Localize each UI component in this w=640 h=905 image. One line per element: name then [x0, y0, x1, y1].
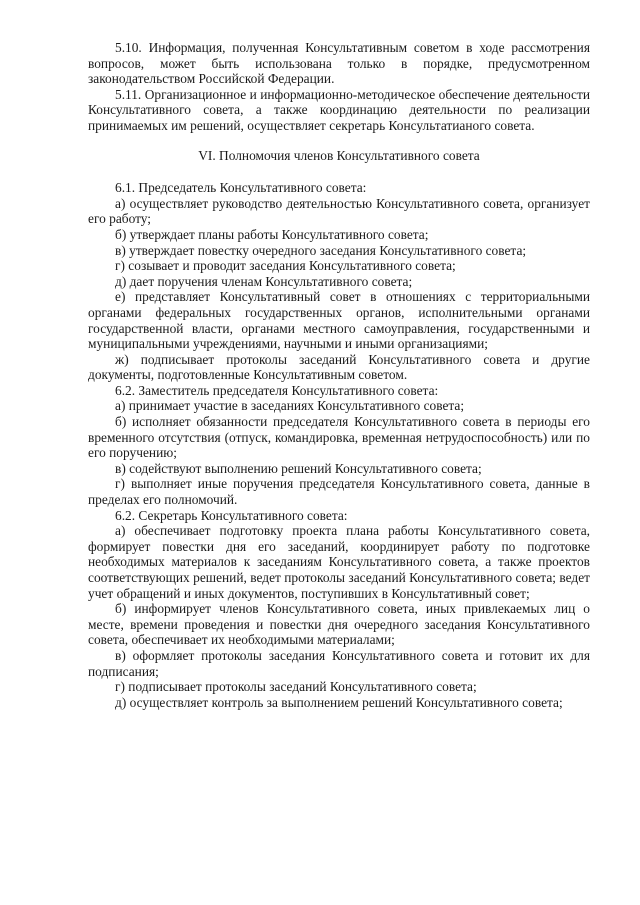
paragraph-6-2-deputy: 6.2. Заместитель председателя Консультативного совета: — [115, 382, 439, 398]
paragraph-6-2-secretary: 6.2. Секретарь Консультативного совета: — [115, 507, 348, 523]
list-item-6-2-a: а) принимает участие в заседаниях Консультативного совета; — [115, 398, 465, 414]
list-item-6-1-g: г) созывает и проводит заседания Консультативного совета; — [115, 258, 456, 274]
list-item-6-2-b: б) исполняет обязанности председателя Консультативного совета в периоды его временного отсутствия (отпуск, командировка, временная нетрудоспособность) или по его поручению; — [88, 414, 590, 461]
list-item-6-1-d: д) дает поручения членам Консультативного совета; — [115, 273, 413, 289]
list-item-6-1-zh: ж) подписывает протоколы заседаний Консультативного совета и другие документы, подготовленные Консультативным советом. — [88, 351, 590, 383]
list-item-6-2-g: г) выполняет иные поручения председателя Консультативного совета, данные в пределах его полномочий. — [88, 476, 590, 508]
list-item-secretary-v: в) оформляет протоколы заседания Консультативного совета и готовит их для подписания; — [88, 647, 590, 679]
list-item-6-1-b: б) утверждает планы работы Консультативного совета; — [115, 226, 429, 242]
list-item-secretary-a: а) обеспечивает подготовку проекта плана работы Консультативного совета, формирует повестки дня его заседаний, координирует работу по подготовке необходимых материалов к заседаниям Консультативного совета, а также проектов соответствующих решений, ведет протоколы заседаний Консультативного совета; ведет учет обращений и иных документов, поступивших в Консультативный совет; — [88, 523, 590, 601]
section-title: VI. Полномочия членов Консультативного совета — [198, 147, 480, 163]
paragraph-5-11: 5.11. Организационное и информационно-методическое обеспечение деятельности Консультативного совета, а также координацию деятельности по реализации принимаемых им решений, осуществляет секретарь Консультатианого совета. — [88, 86, 590, 133]
paragraph-5-10: 5.10. Информация, полученная Консультативным советом в ходе рассмотрения вопросов, может быть использована только в порядке, предусмотренном законодательством Российской Федерации. — [88, 40, 590, 87]
list-item-6-1-e: е) представляет Консультативный совет в отношениях с территориальными органами федеральных государственных органов, исполнительными органами государственной власти, органами местного самоуправления, государственными и муниципальными учреждениями, научными и иными организациями; — [88, 289, 590, 352]
list-item-secretary-b: б) информирует членов Консультативного совета, иных привлекаемых лиц о месте, времени проведения и повестки дня очередного заседания Консультативного совета, обеспечивает их необходимыми материалами; — [88, 601, 590, 648]
list-item-6-1-a: а) осуществляет руководство деятельностью Консультативного совета, организует его работу; — [88, 195, 590, 227]
list-item-6-2-v: в) содействуют выполнению решений Консультативного совета; — [115, 460, 482, 476]
paragraph-6-1: 6.1. Председатель Консультативного совета: — [115, 180, 367, 196]
list-item-secretary-d: д) осуществляет контроль за выполнением решений Консультативного совета; — [115, 694, 563, 710]
list-item-secretary-g: г) подписывает протоколы заседаний Консультативного совета; — [115, 679, 477, 695]
list-item-6-1-v: в) утверждает повестку очередного заседания Консультативного совета; — [115, 242, 527, 258]
document-body — [88, 40, 590, 710]
